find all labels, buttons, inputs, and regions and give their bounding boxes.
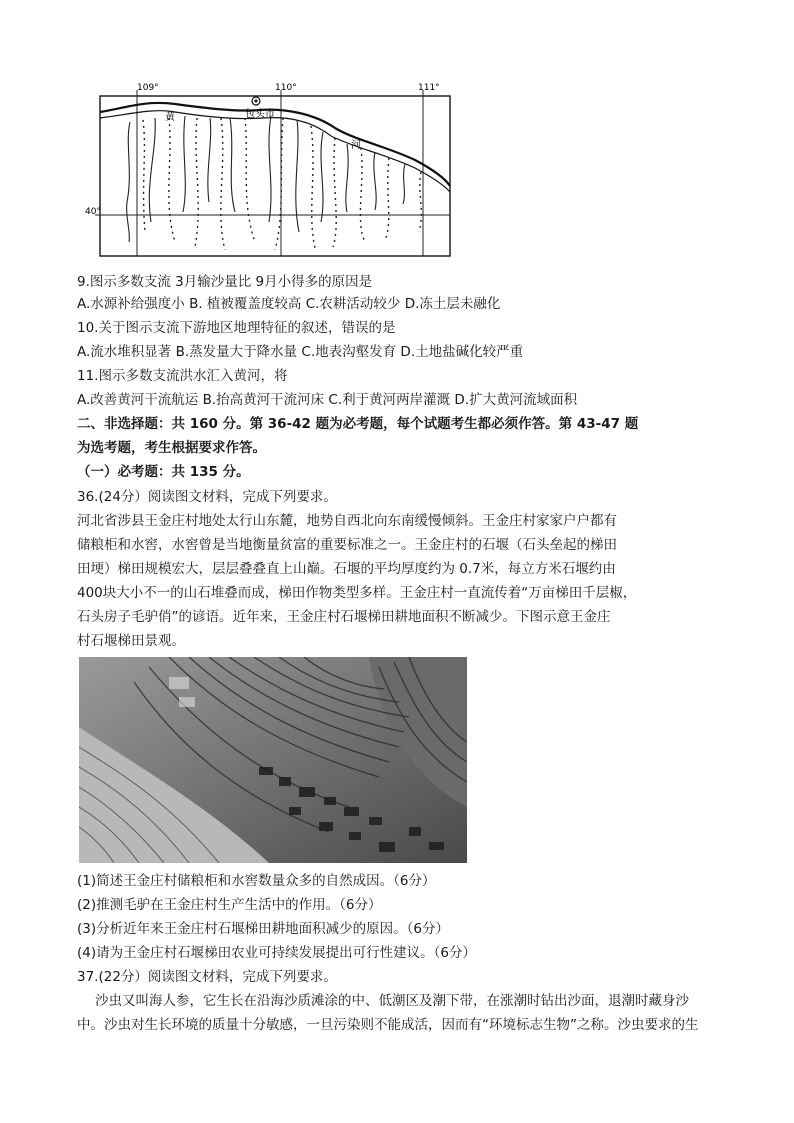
q36-para-1: 河北省涉县王金庄村地处太行山东麓，地势自西北向东南缓慢倾斜。王金庄村家家户户都有 (77, 513, 617, 529)
q11-options: A.改善黄河干流航运 B.抬高黄河干流河床 C.利于黄河两岸灌溉 D.扩大黄河流域面积 (77, 392, 578, 408)
tributary-map (85, 82, 455, 262)
section2-heading-1: 二、非选择题：共 160 分。第 36-42 题为必考题，每个试题考生都必须作答。第 43-47 题 (77, 416, 639, 432)
section2-subheading: （一）必考题：共 135 分。 (77, 464, 250, 480)
q36-para-3: 田埂）梯田规模宏大，层层叠叠直上山巅。石堰的平均厚度约为 0.7米，每立方米石堰约由 (77, 561, 616, 577)
q36-para-2: 储粮柜和水窖，水窖曾是当地衡量贫富的重要标准之一。王金庄村的石堰（石头垒起的梯田 (77, 537, 617, 553)
q9-stem: 9.图示多数支流 3月输沙量比 9月小得多的原因是 (77, 274, 373, 290)
q36-para-6: 村石堰梯田景观。 (77, 633, 185, 649)
lon-label-109: 109° (137, 83, 159, 93)
q36-sub-3: (3)分析近年来王金庄村石堰梯田耕地面积减少的原因。（6分） (77, 921, 449, 937)
q37-intro: 37.(22分）阅读图文材料，完成下列要求。 (77, 969, 337, 985)
q36-para-5: 石头房子毛驴俏”的谚语。近年来，王金庄村石堰梯田耕地面积不断减少。下图示意王金庄 (77, 609, 611, 625)
terrace-landscape-photo (79, 657, 467, 863)
lon-label-110: 110° (275, 83, 297, 93)
q37-para-1: 沙虫又叫海人参，它生长在沿海沙质滩涂的中、低潮区及潮下带，在涨潮时钻出沙面，退潮时藏身沙 (95, 993, 689, 1009)
q36-para-4: 400块大小不一的山石堆叠而成，梯田作物类型多样。王金庄村一直流传着“万亩梯田千层椒， (77, 585, 637, 601)
q36-sub-4: (4)请为王金庄村石堰梯田农业可持续发展提出可行性建议。（6分） (77, 945, 476, 961)
q10-stem: 10.关于图示支流下游地区地理特征的叙述，错误的是 (77, 320, 396, 336)
q36-sub-2: (2)推测毛驴在王金庄村生产生活中的作用。（6分） (77, 897, 382, 913)
q36-sub-1: (1)简述王金庄村储粮柜和水窖数量众多的自然成因。（6分） (77, 873, 436, 889)
q37-para-2: 中。沙虫对生长环境的质量十分敏感，一旦污染则不能成活，因而有“环境标志生物”之称。沙虫要求的生 (77, 1017, 699, 1033)
q10-options: A.流水堆积显著 B.蒸发量大于降水量 C.地表沟壑发育 D.土地盐碱化较严重 (77, 344, 524, 360)
q36-intro: 36.(24分）阅读图文材料，完成下列要求。 (77, 489, 337, 505)
city-label: 包头市 (245, 109, 275, 120)
lon-label-111: 111° (418, 83, 440, 93)
section2-heading-2: 为选考题，考生根据要求作答。 (77, 440, 266, 456)
q9-options: A.水源补给强度小 B. 植被覆盖度较高 C.农耕活动较少 D.冻土层未融化 (77, 296, 501, 312)
river-label-huang: 黄 (165, 112, 175, 123)
lat-label-40: 40° (85, 207, 101, 217)
river-label-he: 河 (351, 140, 361, 151)
q11-stem: 11.图示多数支流洪水汇入黄河，将 (77, 368, 288, 384)
